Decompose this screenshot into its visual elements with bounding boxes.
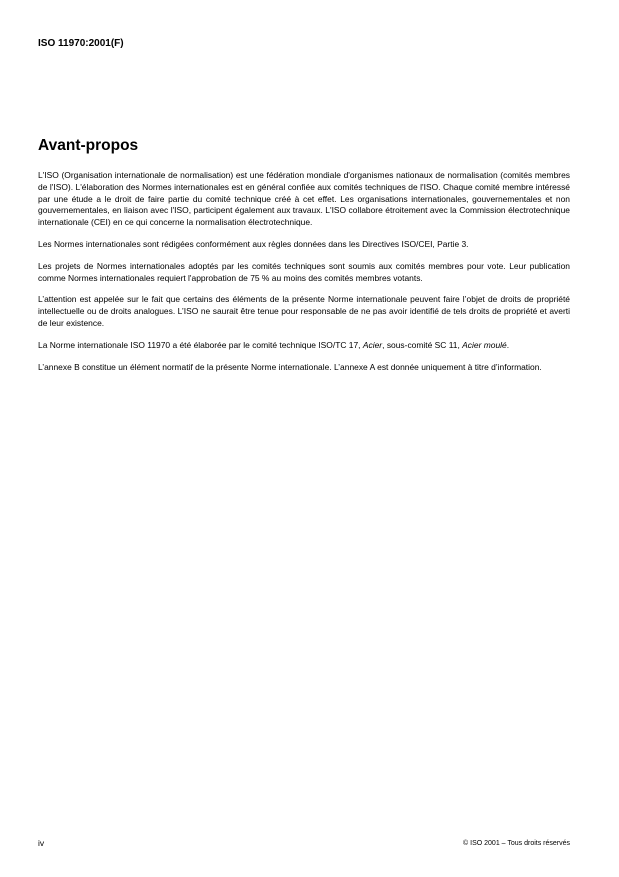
paragraph-voting: Les projets de Normes internationales adoptés par les comités techniques sont soumis aux comités membres pour vote. Leur publication comme Normes internationales requiert l'approbation de 75 % au moins des comités membres votants. [38, 260, 570, 283]
paragraph-patent-rights: L’attention est appelée sur le fait que certains des éléments de la présente Norme internationale peuvent faire l’objet de droits de propriété intellectuelle ou de droits analogues. L’ISO ne saurait être tenue pour responsable de ne pas avoir identifié de tels droits de propriété et averti de leur existence. [38, 294, 570, 328]
copyright-notice: © ISO 2001 – Tous droits réservés [463, 840, 570, 847]
page-title: Avant-propos [38, 137, 139, 154]
paragraph-directives: Les Normes internationales sont rédigées conformément aux règles données dans les Directives ISO/CEI, Partie 3. [38, 238, 469, 249]
committee-name: Acier [362, 339, 383, 350]
paragraph-iso-organisation: L'ISO (Organisation internationale de normalisation) est une fédération mondiale d'organismes nationaux de normalisation (comités membres de l'ISO). L'élaboration des Normes internationales est en général confiée aux comités techniques de l'ISO. Chaque comité membre intéressé par une étude a le droit de faire partie du comité technique créé à cet effet. Les organisations internationales, gouvernementales et non gouvernementales, en liaison avec l'ISO, participent également aux travaux. L'ISO collabore étroitement avec la Commission électrotechnique internationale (CEI) en ce qui concerne la normalisation électrotechnique. [38, 170, 570, 228]
page-number: iv [38, 838, 45, 848]
foreword-body [38, 170, 570, 383]
committee-text-prefix: La Norme internationale ISO 11970 a été élaborée par le comité technique ISO/TC 17, [38, 339, 363, 350]
paragraph-committee [38, 340, 570, 352]
document-header: ISO 11970:2001(F) [38, 38, 124, 49]
committee-text-suffix: . [506, 339, 510, 350]
paragraph-annexes: L’annexe B constitue un élément normatif de la présente Norme internationale. L’annexe A est donnée uniquement à titre d’information. [38, 361, 542, 372]
committee-text-middle: , sous-comité SC 11, [382, 339, 463, 350]
subcommittee-name: Acier moulé [462, 339, 507, 350]
